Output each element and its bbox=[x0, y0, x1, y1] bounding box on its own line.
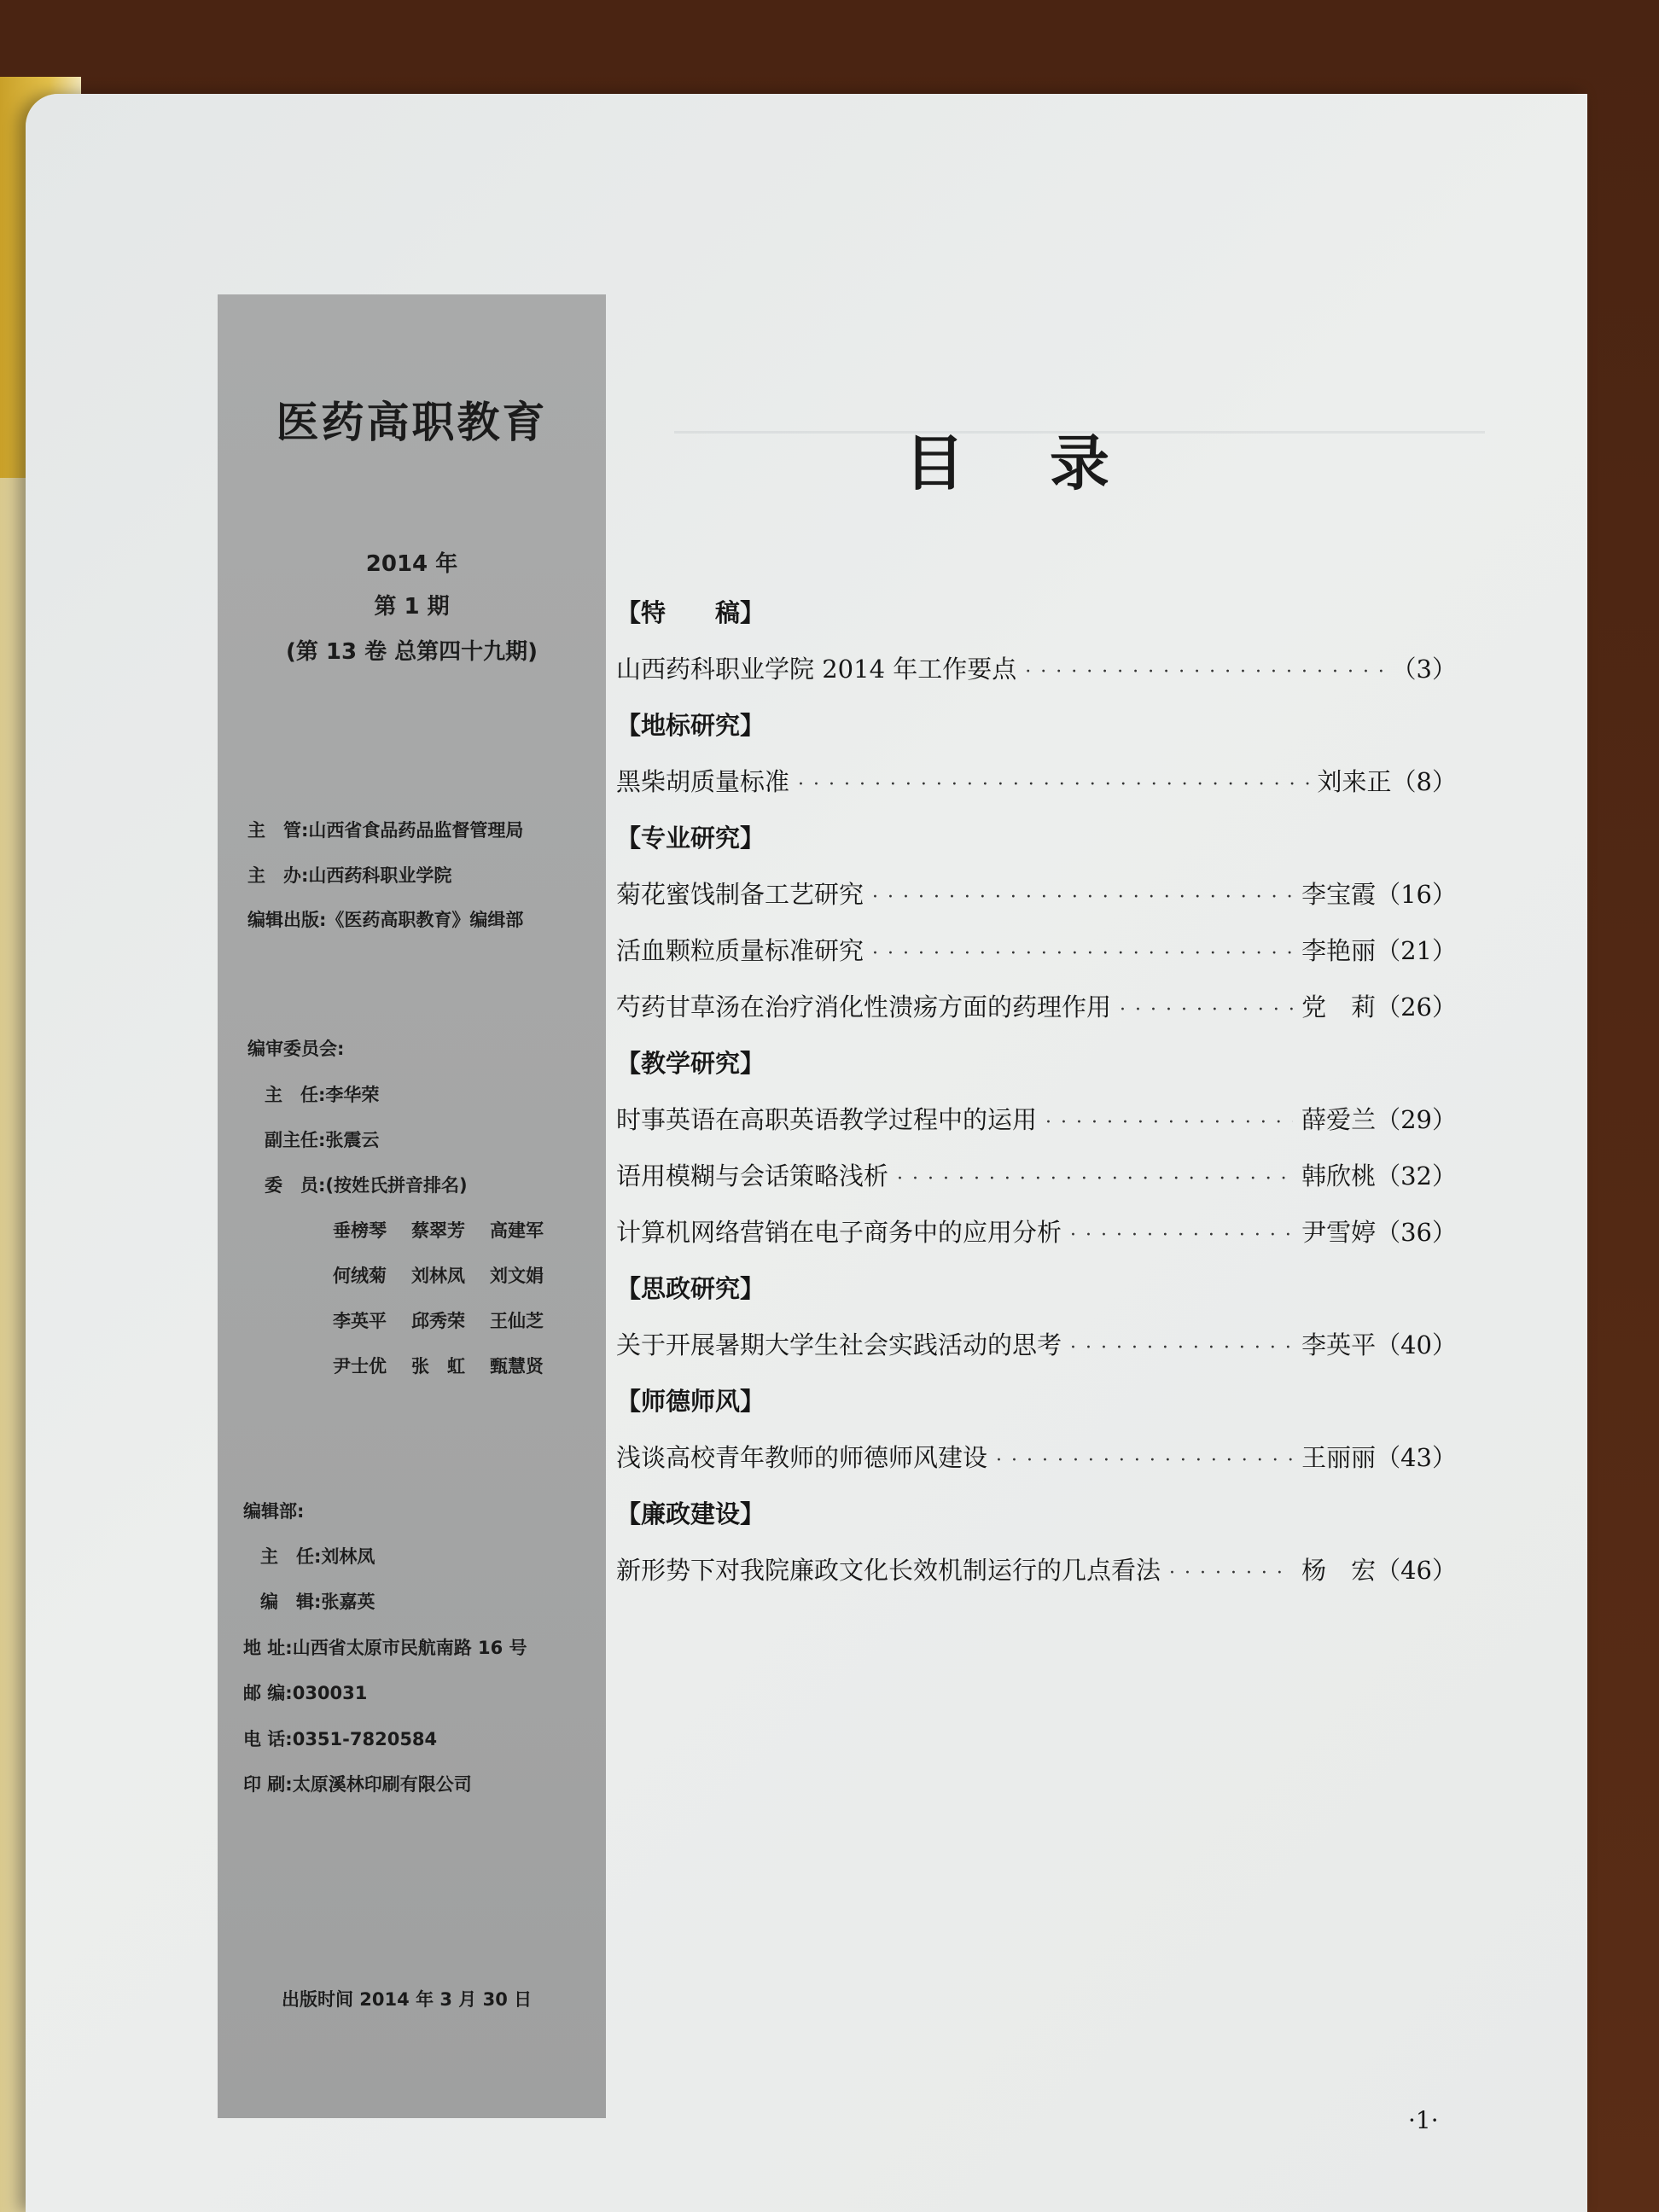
leader-dots bbox=[1025, 644, 1382, 701]
toc-entry[interactable] bbox=[616, 1091, 1457, 1148]
toc-entry[interactable] bbox=[616, 754, 1457, 810]
committee-member: 李英平 bbox=[333, 1311, 387, 1331]
journal-title: 医药高职教育 bbox=[276, 397, 548, 447]
article-title: 芍药甘草汤在治疗消化性溃疡方面的药理作用 bbox=[616, 992, 1112, 1022]
committee-chair: 主 任:李华荣 bbox=[265, 1085, 380, 1105]
leader-dots bbox=[798, 757, 1309, 813]
committee-heading: 编审委员会: bbox=[247, 1039, 345, 1059]
section-heading: 【思政研究】 bbox=[616, 1274, 765, 1303]
article-author: 党 莉 bbox=[1301, 992, 1377, 1022]
article-title: 活血颗粒质量标准研究 bbox=[616, 936, 864, 965]
article-title: 计算机网络营销在电子商务中的应用分析 bbox=[616, 1218, 1062, 1247]
committee-member: 何绒菊 bbox=[333, 1266, 387, 1286]
printer-line: 印 刷:太原溪林印刷有限公司 bbox=[243, 1774, 472, 1795]
committee-member: 甄慧贤 bbox=[490, 1356, 544, 1377]
article-page: （36） bbox=[1376, 1218, 1457, 1247]
publisher-line: 编辑出版:《医药高职教育》编缉部 bbox=[247, 910, 524, 930]
article-author: 薛爱兰 bbox=[1301, 1105, 1377, 1134]
article-page: （29） bbox=[1376, 1105, 1457, 1134]
committee-member: 刘林凤 bbox=[411, 1266, 465, 1286]
committee-members-row bbox=[333, 1262, 568, 1288]
editorial-director: 主 任:刘林凤 bbox=[260, 1546, 375, 1567]
toc-entry[interactable] bbox=[616, 1317, 1457, 1373]
article-page: （46） bbox=[1376, 1556, 1457, 1585]
article-page: （26） bbox=[1376, 992, 1457, 1022]
toc-entry[interactable] bbox=[616, 923, 1457, 979]
article-title: 山西药科职业学院 2014 年工作要点 bbox=[616, 655, 1017, 684]
article-page: （43） bbox=[1376, 1443, 1457, 1472]
article-author: 韩欣桃 bbox=[1301, 1161, 1377, 1190]
masthead-sidebar bbox=[218, 294, 606, 2118]
section-heading: 【地标研究】 bbox=[616, 711, 765, 740]
organizer-line: 主 办:山西药科职业学院 bbox=[247, 865, 452, 886]
article-page: （16） bbox=[1376, 880, 1457, 909]
toc-entry[interactable] bbox=[616, 866, 1457, 923]
article-title: 黑柴胡质量标准 bbox=[616, 767, 790, 796]
committee-member: 王仙芝 bbox=[490, 1311, 544, 1331]
article-page: （32） bbox=[1376, 1161, 1457, 1190]
article-title: 关于开展暑期大学生社会实践活动的思考 bbox=[616, 1330, 1062, 1359]
section-heading: 【教学研究】 bbox=[616, 1049, 765, 1078]
article-page: （21） bbox=[1376, 936, 1457, 965]
leader-dots bbox=[872, 926, 1293, 982]
phone-line: 电 话:0351-7820584 bbox=[243, 1729, 438, 1749]
article-author: 李英平 bbox=[1301, 1330, 1377, 1359]
committee-members-row bbox=[333, 1307, 568, 1333]
toc-entry[interactable] bbox=[616, 1542, 1457, 1598]
page-number: ·1· bbox=[1408, 2106, 1439, 2134]
article-author: 李艳丽 bbox=[1301, 936, 1377, 965]
toc-entry[interactable] bbox=[616, 1148, 1457, 1204]
leader-dots bbox=[897, 1151, 1293, 1208]
issue-number: 第 1 期 bbox=[374, 594, 450, 620]
leader-dots bbox=[1045, 1095, 1293, 1151]
committee-member: 高建军 bbox=[490, 1220, 544, 1241]
committee-members-row bbox=[333, 1353, 568, 1378]
committee-member: 邱秀荣 bbox=[411, 1311, 465, 1331]
leader-dots bbox=[1070, 1320, 1293, 1377]
article-page: （3） bbox=[1391, 655, 1457, 684]
article-title: 时事英语在高职英语教学过程中的运用 bbox=[616, 1105, 1038, 1134]
article-author: 尹雪婷 bbox=[1301, 1218, 1377, 1247]
section-heading: 【廉政建设】 bbox=[616, 1499, 765, 1528]
article-author: 杨 宏 bbox=[1301, 1556, 1377, 1585]
committee-members-row bbox=[333, 1217, 568, 1243]
toc-entry[interactable] bbox=[616, 979, 1457, 1035]
leader-dots bbox=[1120, 982, 1293, 1039]
leader-dots bbox=[996, 1433, 1293, 1489]
committee-member: 张 虹 bbox=[411, 1356, 465, 1377]
leader-dots bbox=[872, 870, 1293, 926]
leader-dots bbox=[1070, 1208, 1293, 1264]
committee-member: 垂榜琴 bbox=[333, 1220, 387, 1241]
article-author: 刘来正 bbox=[1317, 767, 1392, 796]
editor-line: 编 辑:张嘉英 bbox=[260, 1592, 375, 1612]
committee-members-label: 委 员:(按姓氏拼音排名) bbox=[265, 1175, 468, 1196]
table-of-contents bbox=[616, 585, 1457, 1598]
editorial-heading: 编辑部: bbox=[243, 1501, 305, 1522]
article-title: 新形势下对我院廉政文化长效机制运行的几点看法 bbox=[616, 1556, 1161, 1585]
section-heading: 【师德师风】 bbox=[616, 1387, 765, 1416]
committee-member: 刘文娟 bbox=[490, 1266, 544, 1286]
toc-title: 目录 bbox=[905, 428, 1195, 498]
section-heading: 【专业研究】 bbox=[616, 824, 765, 853]
toc-entry[interactable] bbox=[616, 1204, 1457, 1260]
leader-dots bbox=[1169, 1545, 1293, 1602]
article-author: 李宝霞 bbox=[1301, 880, 1377, 909]
committee-vice-chair: 副主任:张震云 bbox=[265, 1130, 380, 1150]
article-title: 浅谈高校青年教师的师德师风建设 bbox=[616, 1443, 988, 1472]
postcode-line: 邮 编:030031 bbox=[243, 1683, 368, 1703]
sponsor-line: 主 管:山西省食品药品监督管理局 bbox=[247, 820, 524, 841]
committee-member: 蔡翠芳 bbox=[411, 1220, 465, 1241]
issue-year: 2014 年 bbox=[365, 551, 458, 577]
toc-entry[interactable] bbox=[616, 1429, 1457, 1486]
article-page: （8） bbox=[1391, 767, 1457, 796]
issue-volume: (第 13 卷 总第四十九期) bbox=[285, 639, 538, 665]
article-author: 王丽丽 bbox=[1301, 1443, 1377, 1472]
article-title: 菊花蜜饯制备工艺研究 bbox=[616, 880, 864, 909]
publication-date: 出版时间 2014 年 3 月 30 日 bbox=[282, 1989, 533, 2010]
article-page: （40） bbox=[1376, 1330, 1457, 1359]
toc-entry[interactable] bbox=[616, 641, 1457, 697]
section-heading: 【特 稿】 bbox=[616, 598, 765, 627]
address-line: 地 址:山西省太原市民航南路 16 号 bbox=[243, 1638, 527, 1658]
committee-member: 尹士优 bbox=[333, 1356, 387, 1377]
article-title: 语用模糊与会话策略浅析 bbox=[616, 1161, 889, 1190]
